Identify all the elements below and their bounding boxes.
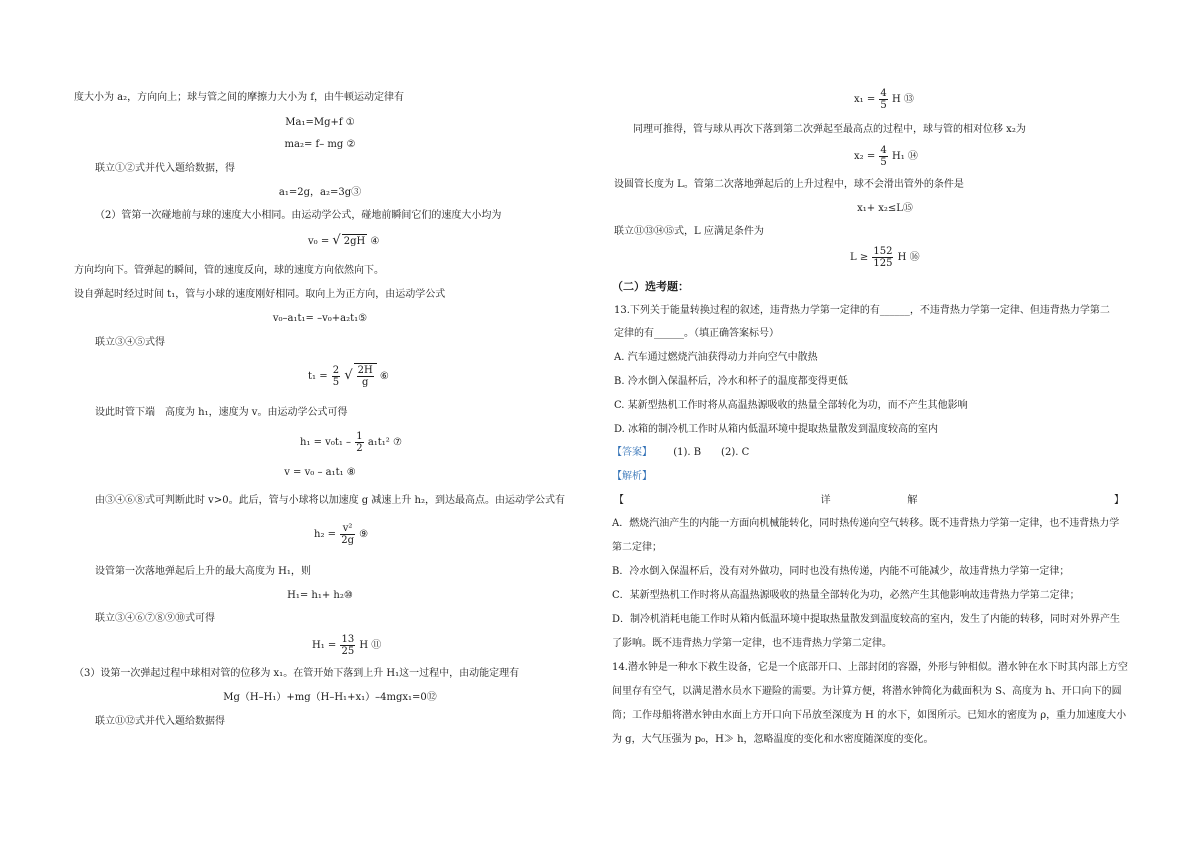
fraction-denominator: 25 (341, 646, 355, 657)
fraction (872, 246, 893, 269)
fraction (332, 365, 340, 388)
fraction-numerator: v² (340, 523, 355, 535)
answer-line (612, 446, 749, 460)
sqrt-body (354, 363, 377, 390)
option-d: D. 冰箱的制冷机工作时从箱内低温环境中提取热量散发到温度较高的室内 (614, 424, 939, 435)
equation-tag: ⑥ (379, 371, 389, 382)
left-text-line: （3）设第一次弹起过程中球相对管的位移为 x₁。在管开始下落到上升 H₁这一过程中，由动能定理有 (74, 668, 520, 679)
fraction-denominator: 2 (356, 443, 363, 454)
equation-2: ma₂= f– mg ② (284, 139, 356, 150)
equation-8: v = v₀ – a₁t₁ ⑧ (284, 467, 356, 478)
left-text-line: 联立⑪⑫式并代入题给数据得 (95, 716, 225, 727)
equation-9 (314, 521, 368, 549)
fraction-numerator: 2 (332, 365, 340, 376)
fraction-denominator: 2g (341, 535, 354, 546)
equation-7-part-b: a₁t₁² (367, 437, 390, 448)
equation-13-lhs: x₁ = (854, 94, 876, 105)
right-text-line: 联立⑪⑬⑭⑮式，L 应满足条件为 (614, 226, 764, 237)
equation-4-radicand: 2gH (343, 236, 366, 247)
sqrt-icon: √ (332, 233, 341, 248)
equation-4 (308, 234, 379, 249)
equation-14 (854, 143, 918, 171)
left-text-line: 设此时管下端 高度为 h₁，速度为 v。由运动学公式可得 (95, 407, 348, 418)
fraction-numerator: 4 (880, 145, 887, 156)
left-text-line: 设管第一次落地弹起后上升的最大高度为 H₁，则 (95, 566, 311, 577)
equation-5: v₀–a₁t₁= –v₀+a₂t₁⑤ (272, 313, 368, 324)
fraction-numerator: 152 (873, 246, 893, 257)
equation-tag: ④ (370, 236, 380, 247)
equation-13 (854, 86, 914, 114)
fraction-denominator: 125 (873, 258, 893, 269)
fraction-numerator: 13 (341, 634, 355, 645)
right-text-line: 设圆管长度为 L。管第二次落地弹起后的上升过程中，球不会滑出管外的条件是 (614, 179, 964, 190)
equation-4-lhs: v₀ = (308, 236, 330, 247)
equation-12: Mg（H–H₁）+mg（H–H₁+x₁）–4mgx₁=0⑫ (223, 692, 437, 703)
equation-16 (850, 243, 920, 273)
equation-tag: ⑦ (393, 437, 402, 448)
answer-text: (1). B (2). C (673, 447, 750, 458)
option-a: A. 汽车通过燃烧汽油获得动力并向空气中散热 (614, 352, 818, 363)
fraction-numerator: 2H (357, 365, 373, 376)
fraction (355, 431, 363, 454)
left-text-line: 度大小为 a₂，方向向上；球与管之间的摩擦力大小为 f，由牛顿运动定律有 (74, 92, 405, 103)
fraction (357, 365, 374, 388)
explanation-d: D．制冷机消耗电能工作时从箱内低温环境中提取热量散发到温度较高的室内，发生了内能的转移，同时对外界产生了影响。既不违背热力学第一定律，也不违背热力学第二定律。 (612, 614, 1121, 649)
fraction-denominator: 5 (332, 377, 340, 388)
equation-tag: H₁ ⑭ (891, 151, 918, 162)
left-text-line: 联立③④⑤式得 (95, 337, 165, 348)
equation-6-lhs: t₁ = (308, 371, 328, 382)
left-text-line: 方向均向下。管弹起的瞬间，管的速度反向，球的速度方向依然向下。 (74, 265, 384, 276)
right-text-line: 同理可推得，管与球从再次下落到第二次弹起至最高点的过程中，球与管的相对位移 x₂为 (633, 124, 1026, 135)
fraction (879, 88, 887, 111)
equation-11-lhs: H₁ = (312, 640, 337, 651)
fraction (879, 145, 887, 168)
equation-tag: ⑨ (359, 529, 369, 540)
sqrt-icon: √ (344, 368, 353, 383)
detail-bracket-close: 】 (1113, 495, 1124, 506)
equation-tag: H ⑬ (891, 94, 914, 105)
left-text-line: 设自弹起时经过时间 t₁，管与小球的速度刚好相同。取向上为正方向，由运动学公式 (74, 289, 446, 300)
equation-16-lhs: L ≥ (850, 252, 869, 263)
option-b: B. 冷水倒入保温杯后，冷水和杯子的温度都变得更低 (614, 376, 848, 387)
explanation-c: C．某新型热机工作时将从高温热源吸收的热量全部转化为功，必然产生其他影响故违背热力学第二定律； (612, 590, 1080, 601)
left-text-line: （2）管第一次碰地前与球的速度大小相同。由运动学公式，碰地前瞬间它们的速度大小均为 (95, 210, 502, 221)
section-heading: （二）选考题： (612, 280, 689, 293)
left-text-line: 联立③④⑥⑦⑧⑨⑩式可得 (95, 613, 215, 624)
explanation-a: A．燃烧汽油产生的内能一方面向机械能转化，同时热传递向空气转移。既不违背热力学第一定律，也不违背热力学第二定律； (612, 518, 1120, 553)
fraction-numerator: 1 (356, 431, 363, 442)
answer-tag: 【答案】 (612, 447, 652, 458)
explanation-block (612, 512, 1128, 752)
fraction-denominator: 5 (880, 157, 887, 168)
equation-1: Ma₁=Mg+f ① (285, 117, 355, 128)
option-c: C. 某新型热机工作时将从高温热源吸收的热量全部转化为功，而不产生其他影响 (614, 400, 968, 411)
equation-14-lhs: x₂ = (854, 151, 876, 162)
left-text-line: 联立①②式并代入题给数据，得 (95, 163, 235, 174)
detail-char-1: 详 (820, 495, 831, 506)
fraction-numerator: 4 (880, 88, 887, 99)
fraction (340, 523, 355, 546)
fraction-denominator: 5 (880, 100, 887, 111)
question-14: 14.潜水钟是一种水下救生设备，它是一个底部开口、上部封闭的容器，外形与钟相似。潜水钟在水下时其内部上方空间里存有空气，以满足潜水员水下避险的需要。为计算方便，将潜水钟简化为截面积为 S、高度为 h、开口向下的圆筒；工作母船将潜水钟由水面上方开口向下吊放至深度为 H 的水下，如图所示。已知水的密度为 ρ，重力加速度大小为 g，大气压强为 p₀，H≫ h，忽略温度的变化和水密度随深度的变化。 (612, 662, 1128, 745)
equation-7 (300, 430, 402, 456)
detail-bracket-open: 【 (614, 495, 624, 506)
left-text-line: 由③④⑥⑧式可判断此时 v>0。此后，管与小球将以加速度 g 减速上升 h₂，到达最高点。由运动学公式有 (95, 495, 565, 506)
question-13-line: 定律的有______。（填正确答案标号） (614, 328, 779, 339)
detail-heading (614, 494, 1124, 508)
question-13-line: 13.下列关于能量转换过程的叙述，违背热力学第一定律的有______，不违背热力学第一定律、但违背热力学第二 (614, 305, 1110, 316)
equation-15: x₁+ x₂≤L⑮ (857, 203, 913, 214)
analysis-tag: 【解析】 (612, 471, 652, 482)
equation-tag: H ⑯ (897, 252, 920, 263)
equation-tag: H ⑪ (359, 640, 382, 651)
equation-9-lhs: h₂ = (314, 529, 337, 540)
fraction-denominator: g (361, 377, 369, 388)
equation-7-part-a: h₁ = v₀t₁ – (300, 437, 352, 448)
equation-10: H₁= h₁+ h₂⑩ (287, 590, 353, 601)
explanation-b: B．冷水倒入保温杯后，没有对外做功，同时也没有热传递，内能不可能减少，故违背热力学第一定律； (612, 566, 1070, 577)
equation-11 (312, 632, 381, 660)
fraction (340, 634, 355, 657)
equation-3: a₁=2g，a₂=3g③ (278, 187, 362, 198)
equation-6 (308, 363, 389, 390)
detail-char-2: 解 (907, 495, 918, 506)
